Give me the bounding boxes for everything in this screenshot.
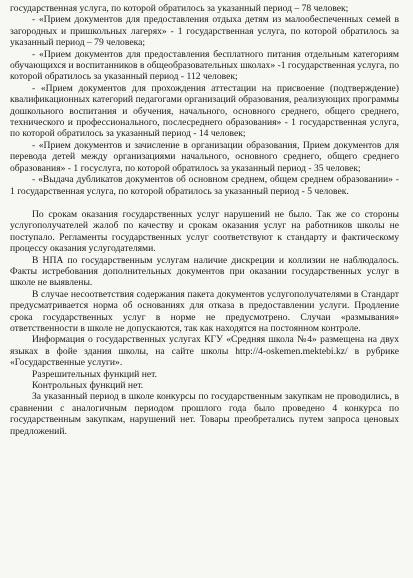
paragraph-information: Информация о государственных услугах КГУ «Средняя школа №4» размещена на двух языках в фойе здания школы, на сайте школы http://4-oskemen.mektebi.kz/ в рубрике «Государственные услуги». bbox=[10, 334, 399, 369]
paragraph-npa: В НПА по государственным услугам наличие дискреции и коллизии не наблюдалось. Факты истребования дополнительных документов при оказании государственных услуг в школе не выявлены. bbox=[10, 254, 399, 289]
paragraph-service-count-continued: государственная услуга, по которой обратилось за указанный период – 78 человек; bbox=[10, 3, 349, 14]
paragraph-rest-camps: - «Прием документов для предоставления отдыха детям из малообеспеченных семей в загородных и пришкольных лагерях» - 1 государственная услуга, по которой обратилось за указанный период – 79 человека; bbox=[10, 14, 399, 49]
paragraph-control-functions: Контрольных функций нет. bbox=[32, 380, 144, 391]
paragraph-discrepancy: В случае несоответствия содержания пакета документов услугополучателями в Стандарт предусматривается норма об основаниях для отказа в предоставлении услуги. Продление срока государственных услуг в норме не предусмотрено. Случаи «размывания» ответственности в школе не допускаются, так как находятся на постоянном контроле. bbox=[10, 288, 399, 334]
paragraph-duplicates: - «Выдача дубликатов документов об основном среднем, общем среднем образовании» - 1 государственная услуга, по которой обратилось за указанный период - 5 человек. bbox=[10, 174, 399, 197]
paragraph-permit-functions: Разрешительных функций нет. bbox=[32, 368, 157, 380]
paragraph-attestation: - «Прием документов для прохождения аттестации на присвоение (подтверждение) квалификационных категорий педагогами организаций образования, реализующих программы дошкольного воспитания и обучения, начального, основного среднего, общего среднего, технического и профессионального, послесреднего образования» - 1 государственная услуга, по которой обратилось за указанный период - 14 человек; bbox=[10, 82, 399, 140]
paragraph-enrollment: - «Прием документов и зачисление в организации образования, Прием документов для перевода детей между организациями начального, основного среднего, общего среднего образования» - 1 госуслуга, по которой обратилось за указанный период - 35 человек; bbox=[10, 139, 399, 174]
paragraph-procurement: За указанный период в школе конкурсы по государственным закупкам не проводились, в сравнении с аналогичным периодом прошлого года было проведено 4 конкурса по государственным закупкам, нарушений нет. Товары преобретались путем запроса ценовых предложений. bbox=[10, 391, 399, 437]
paragraph-deadlines: По срокам оказания государственных услуг нарушений не было. Так же со стороны услугополучателей жалоб по качеству и срокам оказания услуг на работников школы не поступало. Регламенты государственных услуг соответствуют к стандарту и фактическому процессу оказания услугодателями. bbox=[10, 208, 399, 255]
paragraph-free-meals: - «Прием документов для предоставления бесплатного питания отдельным категориям обучающихся и воспитанников в общеобразовательных школах» -1 государственная услуга, по которой обратилось за указанный период - 112 человек; bbox=[10, 48, 399, 83]
